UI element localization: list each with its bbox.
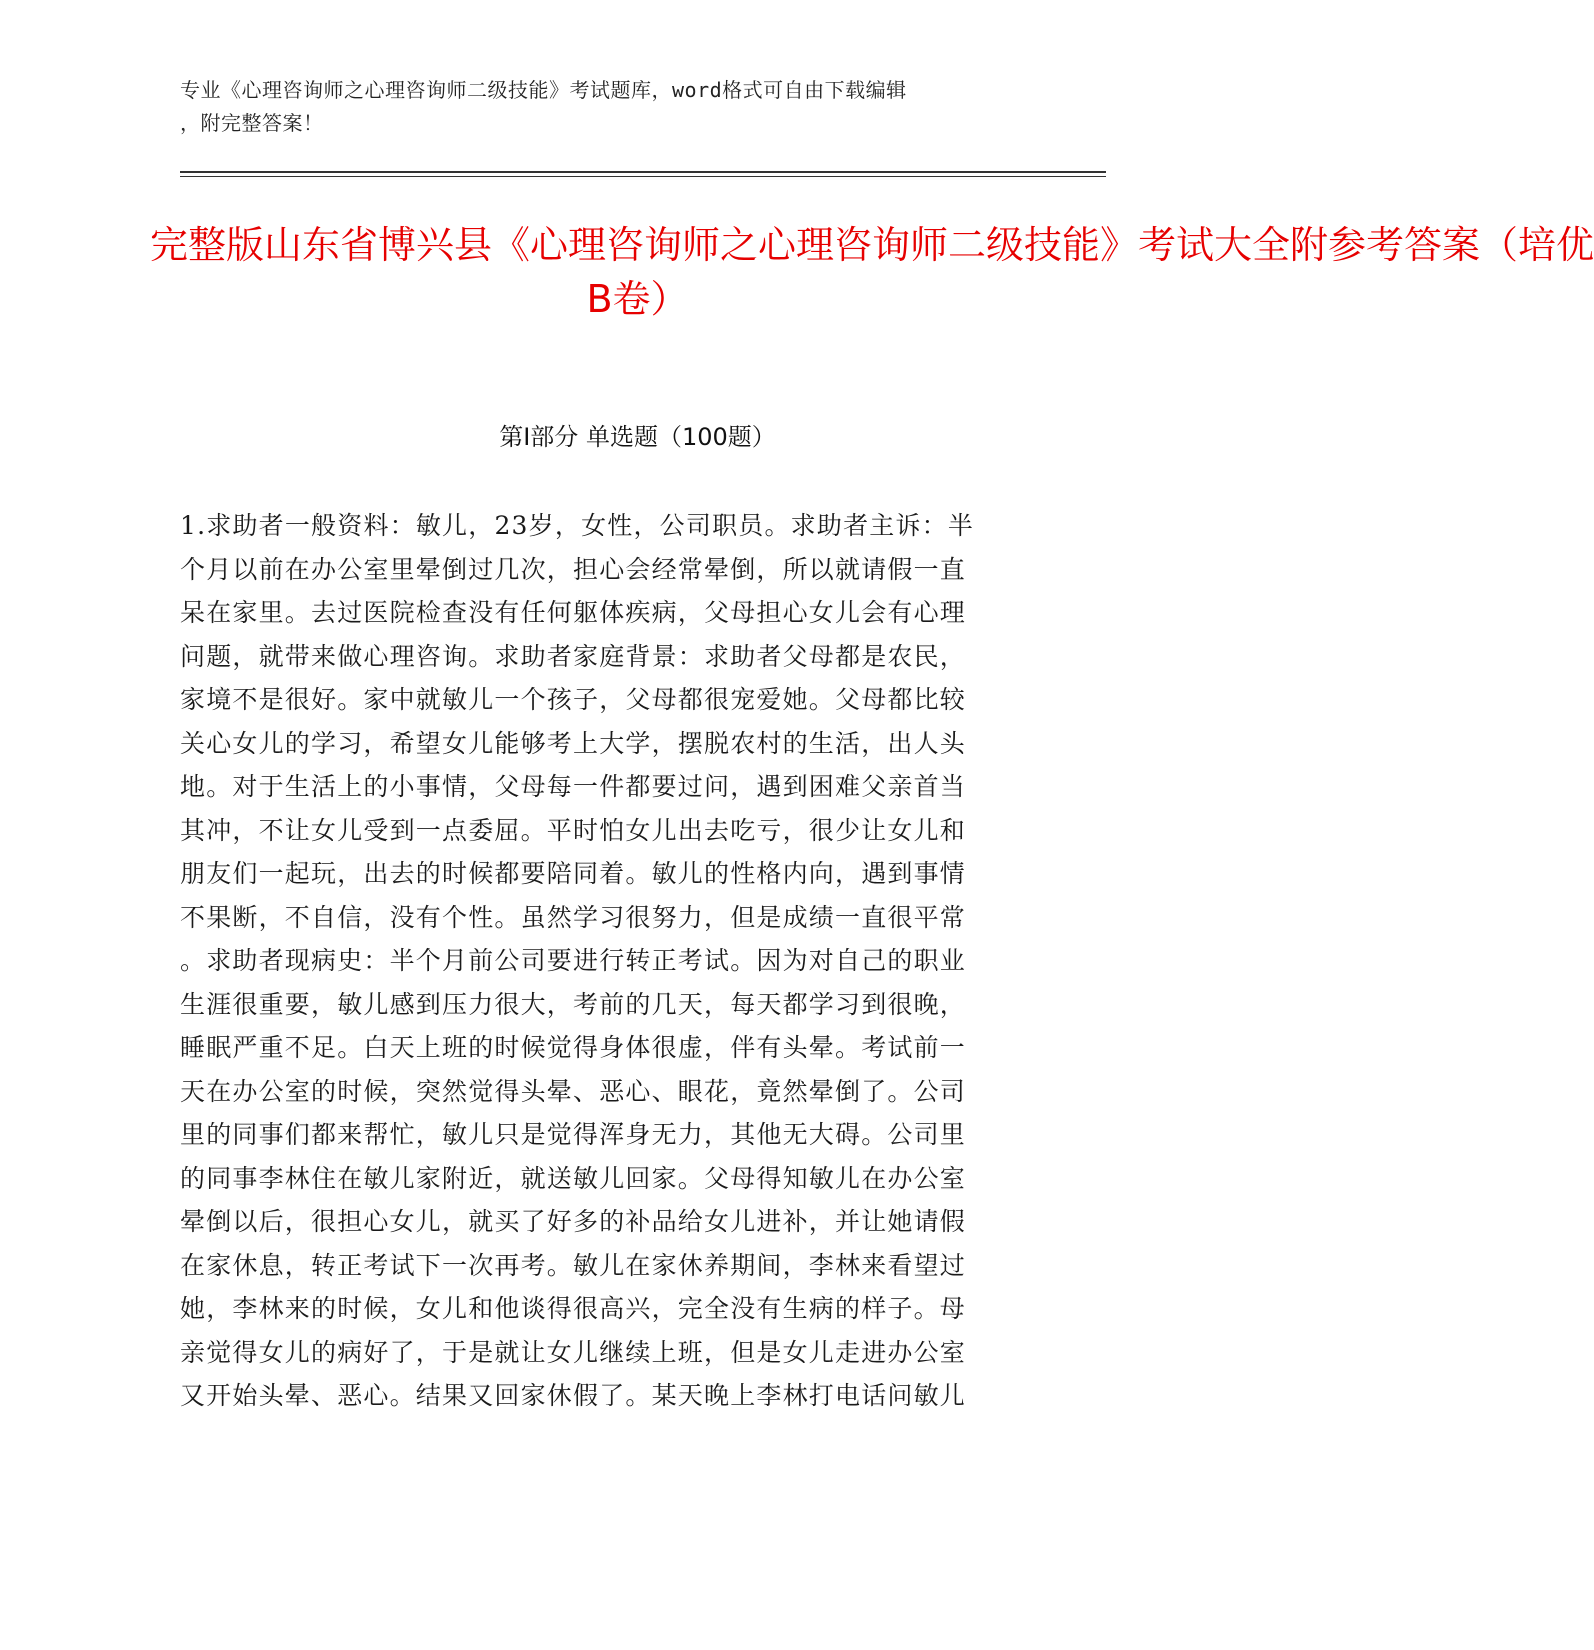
question-line: 呆在家里。去过医院检查没有任何躯体疾病，父母担心女儿会有心理 (180, 598, 967, 627)
header-divider-thick (180, 171, 1106, 173)
document-title (150, 218, 1594, 326)
question-1-text (180, 504, 1040, 1418)
question-line: 又开始头晕、恶心。结果又回家休假了。某天晚上李林打电话问敏儿 (180, 1381, 967, 1410)
question-line: 晕倒以后，很担心女儿，就买了好多的补品给女儿进补，并让她请假 (180, 1207, 967, 1236)
question-line: 的同事李林住在敏儿家附近，就送敏儿回家。父母得知敏儿在办公室 (180, 1163, 967, 1193)
section-heading: 第Ⅰ部分 单选题（100题） (499, 423, 776, 451)
header-divider-thin (180, 176, 1106, 177)
question-line: 不果断，不自信，没有个性。虽然学习很努力，但是成绩一直很平常 (180, 902, 967, 932)
question-line: 。求助者现病史：半个月前公司要进行转正考试。因为对自己的职业 (180, 946, 967, 975)
question-line: 朋友们一起玩，出去的时候都要陪同着。敏儿的性格内向，遇到事情 (180, 859, 967, 888)
header-note-line-1: 专业《心理咨询师之心理咨询师二级技能》考试题库，word格式可自由下载编辑 (180, 78, 907, 102)
question-line: 家境不是很好。家中就敏儿一个孩子，父母都很宠爱她。父母都比较 (180, 685, 967, 714)
question-line: 问题，就带来做心理咨询。求助者家庭背景：求助者父母都是农民， (180, 641, 967, 671)
question-line: 睡眠严重不足。白天上班的时候觉得身体很虚，伴有头晕。考试前一 (180, 1033, 967, 1062)
title-line-2: B卷） (586, 277, 689, 321)
question-line: 其冲，不让女儿受到一点委屈。平时怕女儿出去吃亏，很少让女儿和 (180, 815, 967, 845)
question-line: 个月以前在办公室里晕倒过几次，担心会经常晕倒，所以就请假一直 (180, 554, 967, 584)
header-note-line-2: ，附完整答案！ (180, 111, 324, 135)
question-line: 关心女儿的学习，希望女儿能够考上大学，摆脱农村的生活，出人头 (180, 728, 967, 758)
question-line: 亲觉得女儿的病好了，于是就让女儿继续上班，但是女儿走进办公室 (180, 1337, 967, 1367)
question-line: 生涯很重要，敏儿感到压力很大，考前的几天，每天都学习到很晚， (180, 989, 967, 1019)
question-line: 她，李林来的时候，女儿和他谈得很高兴，完全没有生病的样子。母 (180, 1294, 967, 1323)
question-line: 天在办公室的时候，突然觉得头晕、恶心、眼花，竟然晕倒了。公司 (180, 1076, 967, 1106)
title-line-1: 完整版山东省博兴县《心理咨询师之心理咨询师二级技能》考试大全附参考答案（培优 (150, 223, 1594, 267)
document-header-note (180, 74, 1030, 140)
question-line: 在家休息，转正考试下一次再考。敏儿在家休养期间，李林来看望过 (180, 1250, 967, 1280)
question-line: 地。对于生活上的小事情，父母每一件都要过问，遇到困难父亲首当 (180, 772, 967, 801)
question-line: 1.求助者一般资料：敏儿，23岁，女性，公司职员。求助者主诉：半 (180, 511, 975, 540)
question-line: 里的同事们都来帮忙，敏儿只是觉得浑身无力，其他无大碍。公司里 (180, 1120, 967, 1149)
